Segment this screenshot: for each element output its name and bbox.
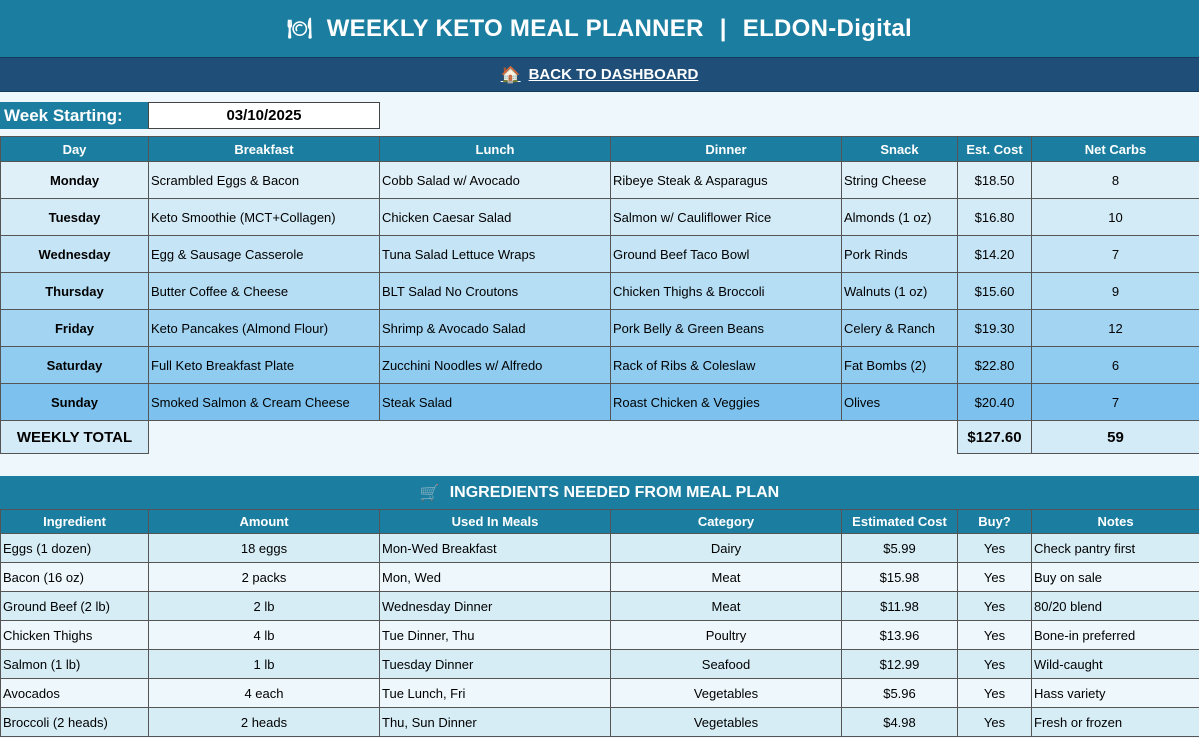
breakfast-cell[interactable]: Butter Coffee & Cheese xyxy=(149,273,380,310)
ingredient-row xyxy=(1,592,1199,621)
breakfast-cell[interactable]: Egg & Sausage Casserole xyxy=(149,236,380,273)
col-header: Snack xyxy=(842,137,958,162)
ingredient-row xyxy=(1,621,1199,650)
meal-plan-table xyxy=(0,136,1199,454)
dinner-cell[interactable]: Roast Chicken & Veggies xyxy=(611,384,842,421)
meal-table-header xyxy=(1,137,1199,162)
lunch-cell[interactable]: Zucchini Noodles w/ Alfredo xyxy=(380,347,611,384)
meal-row xyxy=(1,310,1199,347)
weekly-total-label: WEEKLY TOTAL xyxy=(1,421,149,454)
amount-cell[interactable]: 4 lb xyxy=(149,621,380,650)
amount-cell[interactable]: 2 heads xyxy=(149,708,380,737)
breakfast-cell[interactable]: Full Keto Breakfast Plate xyxy=(149,347,380,384)
snack-cell[interactable]: Olives xyxy=(842,384,958,421)
total-row-spacer xyxy=(149,421,958,454)
col-header: Net Carbs xyxy=(1032,137,1199,162)
meal-row xyxy=(1,384,1199,421)
estimated-cost-cell[interactable]: $13.96 xyxy=(842,621,958,650)
amount-cell[interactable]: 18 eggs xyxy=(149,534,380,563)
col-header: Notes xyxy=(1032,510,1199,534)
col-header: Day xyxy=(1,137,149,162)
house-icon: 🏠 xyxy=(500,66,521,84)
ingredients-table-header xyxy=(1,510,1199,534)
amount-cell[interactable]: 2 packs xyxy=(149,563,380,592)
ingredient-cell[interactable]: Chicken Thighs xyxy=(1,621,149,650)
used-in-meals-cell[interactable]: Tue Lunch, Fri xyxy=(380,679,611,708)
carbs-cell[interactable]: 10 xyxy=(1032,199,1199,236)
col-header: Est. Cost xyxy=(958,137,1032,162)
dinner-cell[interactable]: Rack of Ribs & Coleslaw xyxy=(611,347,842,384)
breakfast-cell[interactable]: Keto Smoothie (MCT+Collagen) xyxy=(149,199,380,236)
ingredient-cell[interactable]: Avocados xyxy=(1,679,149,708)
lunch-cell[interactable]: Steak Salad xyxy=(380,384,611,421)
category-cell[interactable]: Poultry xyxy=(611,621,842,650)
weekly-total-row xyxy=(1,421,1199,454)
dinner-cell[interactable]: Salmon w/ Cauliflower Rice xyxy=(611,199,842,236)
dinner-cell[interactable]: Pork Belly & Green Beans xyxy=(611,310,842,347)
category-cell[interactable]: Meat xyxy=(611,592,842,621)
lunch-cell[interactable]: Tuna Salad Lettuce Wraps xyxy=(380,236,611,273)
col-header: Breakfast xyxy=(149,137,380,162)
estimated-cost-cell[interactable]: $4.98 xyxy=(842,708,958,737)
amount-cell[interactable]: 1 lb xyxy=(149,650,380,679)
notes-cell[interactable]: Bone-in preferred xyxy=(1032,621,1199,650)
cost-cell[interactable]: $15.60 xyxy=(958,273,1032,310)
day-cell: Sunday xyxy=(1,384,149,421)
notes-cell[interactable]: Fresh or frozen xyxy=(1032,708,1199,737)
lunch-cell[interactable]: Cobb Salad w/ Avocado xyxy=(380,162,611,199)
day-cell: Monday xyxy=(1,162,149,199)
plate-cutlery-icon: 🍽 xyxy=(287,18,313,40)
category-cell[interactable]: Vegetables xyxy=(611,679,842,708)
day-cell: Wednesday xyxy=(1,236,149,273)
week-starting-input[interactable]: 03/10/2025 xyxy=(148,102,380,129)
back-to-dashboard-label: BACK TO DASHBOARD xyxy=(528,66,699,83)
cost-cell[interactable]: $16.80 xyxy=(958,199,1032,236)
ingredient-row xyxy=(1,650,1199,679)
snack-cell[interactable]: Fat Bombs (2) xyxy=(842,347,958,384)
col-header: Used In Meals xyxy=(380,510,611,534)
breakfast-cell[interactable]: Scrambled Eggs & Bacon xyxy=(149,162,380,199)
meal-row xyxy=(1,199,1199,236)
snack-cell[interactable]: Almonds (1 oz) xyxy=(842,199,958,236)
weekly-total-carbs: 59 xyxy=(1032,421,1199,454)
ingredient-cell[interactable]: Bacon (16 oz) xyxy=(1,563,149,592)
buy-cell[interactable]: Yes xyxy=(958,563,1032,592)
used-in-meals-cell[interactable]: Tuesday Dinner xyxy=(380,650,611,679)
used-in-meals-cell[interactable]: Tue Dinner, Thu xyxy=(380,621,611,650)
col-header: Buy? xyxy=(958,510,1032,534)
buy-cell[interactable]: Yes xyxy=(958,534,1032,563)
notes-cell[interactable]: Wild-caught xyxy=(1032,650,1199,679)
snack-cell[interactable]: Pork Rinds xyxy=(842,236,958,273)
lunch-cell[interactable]: Chicken Caesar Salad xyxy=(380,199,611,236)
dinner-cell[interactable]: Ribeye Steak & Asparagus xyxy=(611,162,842,199)
ingredient-row xyxy=(1,679,1199,708)
cost-cell[interactable]: $19.30 xyxy=(958,310,1032,347)
col-header: Ingredient xyxy=(1,510,149,534)
meal-row xyxy=(1,347,1199,384)
category-cell[interactable]: Seafood xyxy=(611,650,842,679)
col-header: Lunch xyxy=(380,137,611,162)
buy-cell[interactable]: Yes xyxy=(958,592,1032,621)
ingredient-row xyxy=(1,563,1199,592)
estimated-cost-cell[interactable]: $11.98 xyxy=(842,592,958,621)
buy-cell[interactable]: Yes xyxy=(958,621,1032,650)
carbs-cell[interactable]: 7 xyxy=(1032,236,1199,273)
ingredients-section-header xyxy=(0,476,1199,509)
used-in-meals-cell[interactable]: Thu, Sun Dinner xyxy=(380,708,611,737)
amount-cell[interactable]: 4 each xyxy=(149,679,380,708)
snack-cell[interactable]: Walnuts (1 oz) xyxy=(842,273,958,310)
col-header: Category xyxy=(611,510,842,534)
ingredients-title: INGREDIENTS NEEDED FROM MEAL PLAN xyxy=(449,483,780,501)
meal-row xyxy=(1,236,1199,273)
category-cell[interactable]: Meat xyxy=(611,563,842,592)
cost-cell[interactable]: $18.50 xyxy=(958,162,1032,199)
ingredient-row xyxy=(1,534,1199,563)
weekly-total-cost: $127.60 xyxy=(958,421,1032,454)
col-header: Estimated Cost xyxy=(842,510,958,534)
estimated-cost-cell[interactable]: $12.99 xyxy=(842,650,958,679)
notes-cell[interactable]: Hass variety xyxy=(1032,679,1199,708)
lunch-cell[interactable]: BLT Salad No Croutons xyxy=(380,273,611,310)
day-cell: Friday xyxy=(1,310,149,347)
cost-cell[interactable]: $22.80 xyxy=(958,347,1032,384)
carbs-cell[interactable]: 6 xyxy=(1032,347,1199,384)
meal-row xyxy=(1,273,1199,310)
ingredient-cell[interactable]: Salmon (1 lb) xyxy=(1,650,149,679)
carbs-cell[interactable]: 12 xyxy=(1032,310,1199,347)
snack-cell[interactable]: String Cheese xyxy=(842,162,958,199)
used-in-meals-cell[interactable]: Wednesday Dinner xyxy=(380,592,611,621)
meal-row xyxy=(1,162,1199,199)
notes-cell[interactable]: Buy on sale xyxy=(1032,563,1199,592)
app-title: WEEKLY KETO MEAL PLANNER xyxy=(326,14,704,42)
carbs-cell[interactable]: 8 xyxy=(1032,162,1199,199)
cost-cell[interactable]: $20.40 xyxy=(958,384,1032,421)
carbs-cell[interactable]: 9 xyxy=(1032,273,1199,310)
lunch-cell[interactable]: Shrimp & Avocado Salad xyxy=(380,310,611,347)
back-to-dashboard-link[interactable] xyxy=(501,65,699,85)
dinner-cell[interactable]: Ground Beef Taco Bowl xyxy=(611,236,842,273)
col-header: Amount xyxy=(149,510,380,534)
amount-cell[interactable]: 2 lb xyxy=(149,592,380,621)
ingredient-cell[interactable]: Ground Beef (2 lb) xyxy=(1,592,149,621)
brand-name: ELDON-Digital xyxy=(742,14,912,42)
day-cell: Saturday xyxy=(1,347,149,384)
shopping-cart-icon: 🛒 xyxy=(419,484,440,502)
ingredient-row xyxy=(1,708,1199,737)
estimated-cost-cell[interactable]: $5.96 xyxy=(842,679,958,708)
snack-cell[interactable]: Celery & Ranch xyxy=(842,310,958,347)
app-title-bar xyxy=(0,0,1199,57)
ingredients-table xyxy=(0,509,1199,737)
ingredient-cell[interactable]: Broccoli (2 heads) xyxy=(1,708,149,737)
notes-cell[interactable]: Check pantry first xyxy=(1032,534,1199,563)
carbs-cell[interactable]: 7 xyxy=(1032,384,1199,421)
ingredient-cell[interactable]: Eggs (1 dozen) xyxy=(1,534,149,563)
col-header: Dinner xyxy=(611,137,842,162)
breakfast-cell[interactable]: Keto Pancakes (Almond Flour) xyxy=(149,310,380,347)
week-starting-label: Week Starting: xyxy=(0,102,148,129)
buy-cell[interactable]: Yes xyxy=(958,650,1032,679)
used-in-meals-cell[interactable]: Mon-Wed Breakfast xyxy=(380,534,611,563)
used-in-meals-cell[interactable]: Mon, Wed xyxy=(380,563,611,592)
cost-cell[interactable]: $14.20 xyxy=(958,236,1032,273)
day-cell: Tuesday xyxy=(1,199,149,236)
breakfast-cell[interactable]: Smoked Salmon & Cream Cheese xyxy=(149,384,380,421)
day-cell: Thursday xyxy=(1,273,149,310)
category-cell[interactable]: Vegetables xyxy=(611,708,842,737)
estimated-cost-cell[interactable]: $15.98 xyxy=(842,563,958,592)
notes-cell[interactable]: 80/20 blend xyxy=(1032,592,1199,621)
buy-cell[interactable]: Yes xyxy=(958,708,1032,737)
buy-cell[interactable]: Yes xyxy=(958,679,1032,708)
category-cell[interactable]: Dairy xyxy=(611,534,842,563)
dinner-cell[interactable]: Chicken Thighs & Broccoli xyxy=(611,273,842,310)
estimated-cost-cell[interactable]: $5.99 xyxy=(842,534,958,563)
nav-bar xyxy=(0,57,1199,92)
title-separator: | xyxy=(719,14,727,42)
